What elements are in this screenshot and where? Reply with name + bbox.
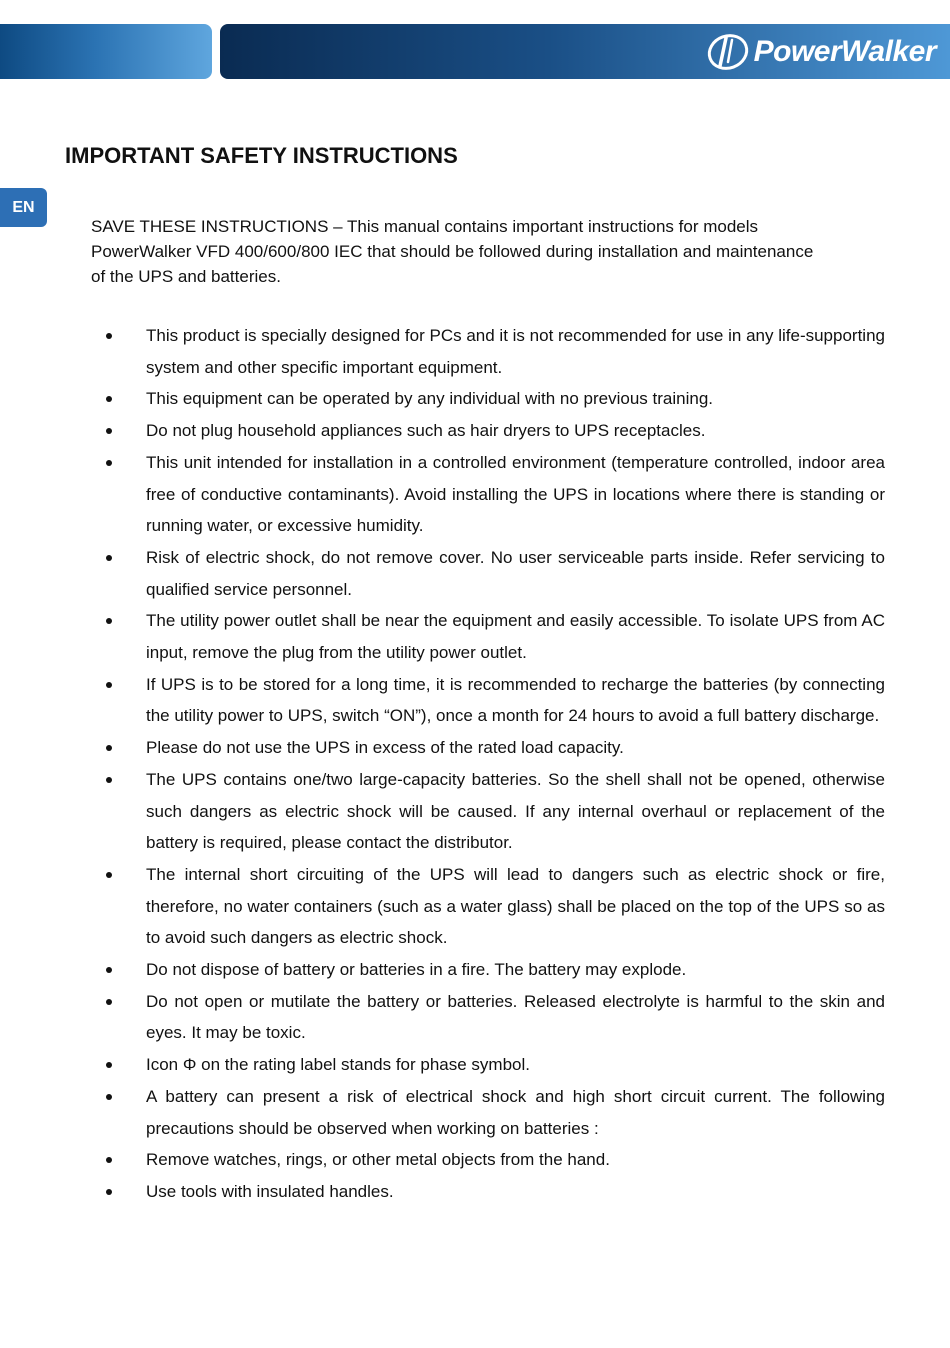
list-item-text: Risk of electric shock, do not remove cover. No user serviceable parts inside. Refer servicing to qualified service personnel. bbox=[146, 547, 885, 599]
bullet-icon bbox=[106, 682, 112, 688]
list-item bbox=[106, 1081, 885, 1144]
list-item bbox=[106, 447, 885, 542]
list-item bbox=[106, 732, 885, 764]
bullet-icon bbox=[106, 872, 112, 878]
bullet-icon bbox=[106, 999, 112, 1005]
list-item bbox=[106, 605, 885, 668]
list-item-text: This unit intended for installation in a controlled environment (temperature controlled, indoor area free of conductive contaminants). Avoid installing the UPS in locations where there is standing or running water, or excessive humidity. bbox=[146, 452, 885, 536]
list-item-text: A battery can present a risk of electrical shock and high short circuit current. The following precautions should be observed when working on batteries : bbox=[146, 1086, 885, 1138]
list-item-text: Use tools with insulated handles. bbox=[146, 1181, 394, 1201]
list-item bbox=[106, 1049, 885, 1081]
bullet-icon bbox=[106, 333, 112, 339]
bullet-icon bbox=[106, 1062, 112, 1068]
list-item bbox=[106, 986, 885, 1049]
list-item bbox=[106, 859, 885, 954]
bullet-icon bbox=[106, 555, 112, 561]
list-item bbox=[106, 764, 885, 859]
list-item bbox=[106, 320, 885, 383]
powerwalker-logo-icon bbox=[706, 32, 750, 72]
list-item-text: If UPS is to be stored for a long time, it is recommended to recharge the batteries (by connecting the utility power to UPS, switch “ON”), once a month for 24 hours to avoid a full battery discharge. bbox=[146, 674, 885, 726]
bullet-icon bbox=[106, 396, 112, 402]
list-item bbox=[106, 1144, 885, 1176]
list-item-text: Do not dispose of battery or batteries in a fire. The battery may explode. bbox=[146, 960, 687, 980]
list-item-text: Please do not use the UPS in excess of the rated load capacity. bbox=[146, 738, 624, 758]
list-item-text: The UPS contains one/two large-capacity batteries. So the shell shall not be opened, otherwise such dangers as electric shock will be caused. If any internal overhaul or replacement of the battery is required, please contact the distributor. bbox=[146, 769, 885, 853]
list-item-text: Icon Φ on the rating label stands for phase symbol. bbox=[146, 1055, 531, 1075]
language-tab: EN bbox=[0, 188, 47, 227]
list-item-text: Remove watches, rings, or other metal objects from the hand. bbox=[146, 1150, 610, 1170]
bullet-icon bbox=[106, 1094, 112, 1100]
bullet-icon bbox=[106, 460, 112, 466]
bullet-icon bbox=[106, 745, 112, 751]
bullet-icon bbox=[106, 1189, 112, 1195]
list-item-text: The utility power outlet shall be near the equipment and easily accessible. To isolate UPS from AC input, remove the plug from the utility power outlet. bbox=[146, 611, 885, 663]
list-item bbox=[106, 415, 885, 447]
header-bar-left bbox=[0, 24, 212, 79]
list-item-text: Do not open or mutilate the battery or batteries. Released electrolyte is harmful to the skin and eyes. It may be toxic. bbox=[146, 991, 885, 1043]
list-item bbox=[106, 383, 885, 415]
bullet-icon bbox=[106, 428, 112, 434]
intro-paragraph: SAVE THESE INSTRUCTIONS – This manual contains important instructions for models PowerWalker VFD 400/600/800 IEC that should be followed during installation and maintenance of the UPS and batteries. bbox=[91, 217, 814, 286]
bullet-icon bbox=[106, 1157, 112, 1163]
list-item bbox=[106, 669, 885, 732]
list-item bbox=[106, 542, 885, 605]
safety-instructions-list bbox=[106, 320, 885, 1208]
powerwalker-logo bbox=[706, 30, 936, 74]
bullet-icon bbox=[106, 967, 112, 973]
list-item-text: Do not plug household appliances such as hair dryers to UPS receptacles. bbox=[146, 421, 706, 441]
brand-name: PowerWalker bbox=[753, 35, 936, 68]
list-item bbox=[106, 1176, 885, 1208]
list-item-text: The internal short circuiting of the UPS will lead to dangers such as electric shock or fire, therefore, no water containers (such as a water glass) shall be placed on the top of the UPS so as to avoid such dangers as electric shock. bbox=[146, 864, 885, 948]
bullet-icon bbox=[106, 777, 112, 783]
list-item-text: This equipment can be operated by any individual with no previous training. bbox=[146, 389, 714, 409]
list-item bbox=[106, 954, 885, 986]
bullet-icon bbox=[106, 618, 112, 624]
list-item-text: This product is specially designed for PCs and it is not recommended for use in any life-supporting system and other specific important equipment. bbox=[146, 326, 885, 377]
page-title: IMPORTANT SAFETY INSTRUCTIONS bbox=[65, 143, 458, 168]
